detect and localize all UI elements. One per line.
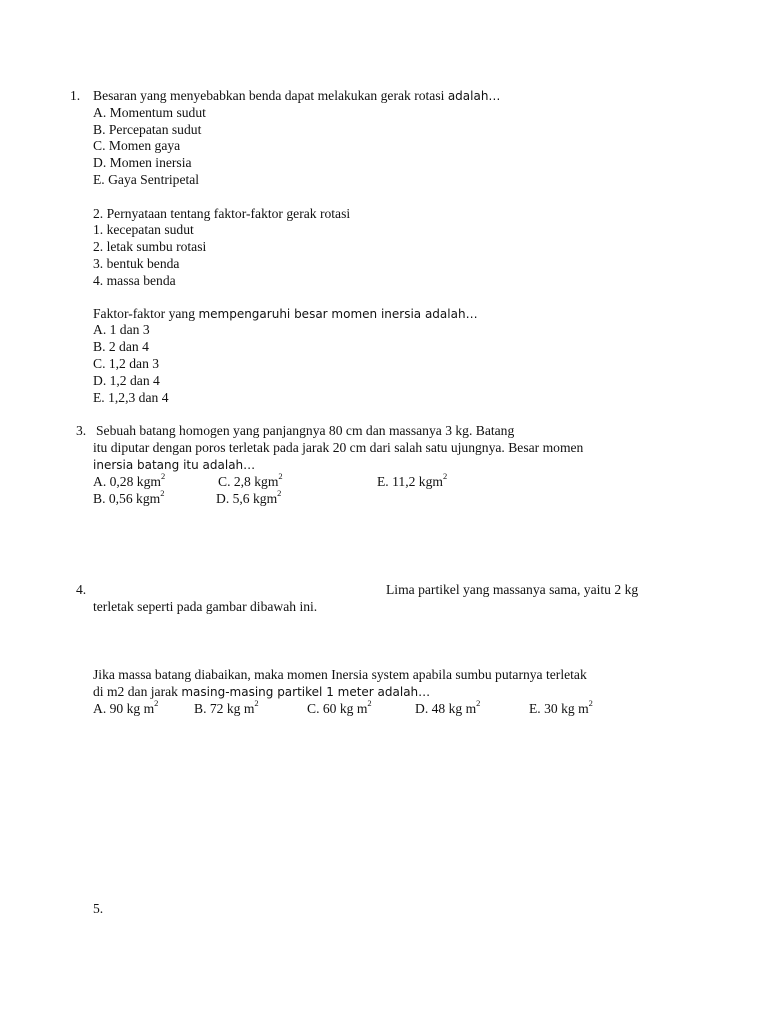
q5-number: 5. [93,901,104,916]
q3-option-a-sup: 2 [160,471,166,482]
q1-option-c: C. Momen gaya [93,138,181,153]
q4-option-a-sup: 2 [154,698,159,709]
q4-option-d-text: D. 48 kg m [415,701,477,716]
q3-line-1: Sebuah batang homogen yang panjangnya 80 cm dan massanya 3 kg. Batang [96,423,515,438]
q2-statement-1: 1. kecepatan sudut [93,222,194,237]
q2-option-b: B. 2 dan 4 [93,339,149,354]
q4-option-a [93,698,159,718]
q1-option-d: D. Momen inersia [93,155,192,170]
q2-statement-3: 3. bentuk benda [93,256,180,271]
q2-option-d: D. 1,2 dan 4 [93,373,160,388]
q4-option-b-text: B. 72 kg m [194,701,255,716]
q2-option-a: A. 1 dan 3 [93,322,150,337]
q3-line-2: itu diputar dengan poros terletak pada jarak 20 cm dari salah satu ujungnya. Besar momen [93,440,584,455]
q4-option-e-sup: 2 [588,698,593,709]
q3-option-c-sup: 2 [278,471,283,482]
q4-option-c [307,698,372,718]
q2-option-e: E. 1,2,3 dan 4 [93,390,169,405]
q3-option-b-sup: 2 [160,488,165,499]
q1-option-b: B. Percepatan sudut [93,122,202,137]
q4-line-4 [93,684,430,701]
q3-option-d-text: D. 5,6 kgm [216,491,278,506]
q3-option-d-sup: 2 [277,488,282,499]
q4-option-c-text: C. 60 kg m [307,701,368,716]
q4-line-2: terletak seperti pada gambar dibawah ini. [93,599,318,614]
q3-option-e-text: E. 11,2 kgm [377,474,443,489]
q2-question-a: Faktor-faktor yang [93,306,199,321]
q4-option-a-text: A. 90 kg m [93,701,155,716]
q2-question [93,306,478,323]
q1-stem [93,88,500,105]
q4-option-c-sup: 2 [367,698,372,709]
q4-option-b [194,698,259,718]
q3-option-c [218,471,283,491]
q3-option-b-text: B. 0,56 kgm [93,491,161,506]
q2-question-b: mempengaruhi besar momen inersia adalah… [198,307,478,321]
q3-option-c-text: C. 2,8 kgm [218,474,279,489]
q4-option-e [529,698,593,718]
q3-line-3: inersia batang itu adalah… [93,458,256,472]
q4-line-4-a: di m2 dan jarak [93,684,182,699]
q4-line-1: Lima partikel yang massanya sama, yaitu 2 kg [386,582,639,597]
q4-option-d-sup: 2 [476,698,481,709]
q3-option-b [93,488,165,508]
q4-line-4-b: masing-masing partikel 1 meter adalah… [181,685,431,699]
q3-option-a-text: A. 0,28 kgm [93,474,161,489]
q2-intro: 2. Pernyataan tentang faktor-faktor gerak rotasi [93,206,351,221]
q3-option-a [93,471,166,491]
q2-option-c: C. 1,2 dan 3 [93,356,160,371]
q2-statement-2: 2. letak sumbu rotasi [93,239,207,254]
q3-option-e [377,471,448,491]
q4-option-e-text: E. 30 kg m [529,701,589,716]
q1-stem-tail: adalah… [447,89,501,103]
q4-option-b-sup: 2 [254,698,259,709]
q4-number: 4. [76,582,87,597]
q2-statement-4: 4. massa benda [93,273,176,288]
q3-number: 3. [76,423,87,438]
q1-number: 1. [70,88,81,103]
q4-line-3: Jika massa batang diabaikan, maka momen Inersia system apabila sumbu putarnya terletak [93,667,587,682]
q1-option-e: E. Gaya Sentripetal [93,172,200,187]
q3-option-e-sup: 2 [442,471,448,482]
q4-option-d [415,698,481,718]
q1-stem-main: Besaran yang menyebabkan benda dapat melakukan gerak rotasi [93,88,448,103]
q3-option-d [216,488,282,508]
q1-option-a: A. Momentum sudut [93,105,206,120]
